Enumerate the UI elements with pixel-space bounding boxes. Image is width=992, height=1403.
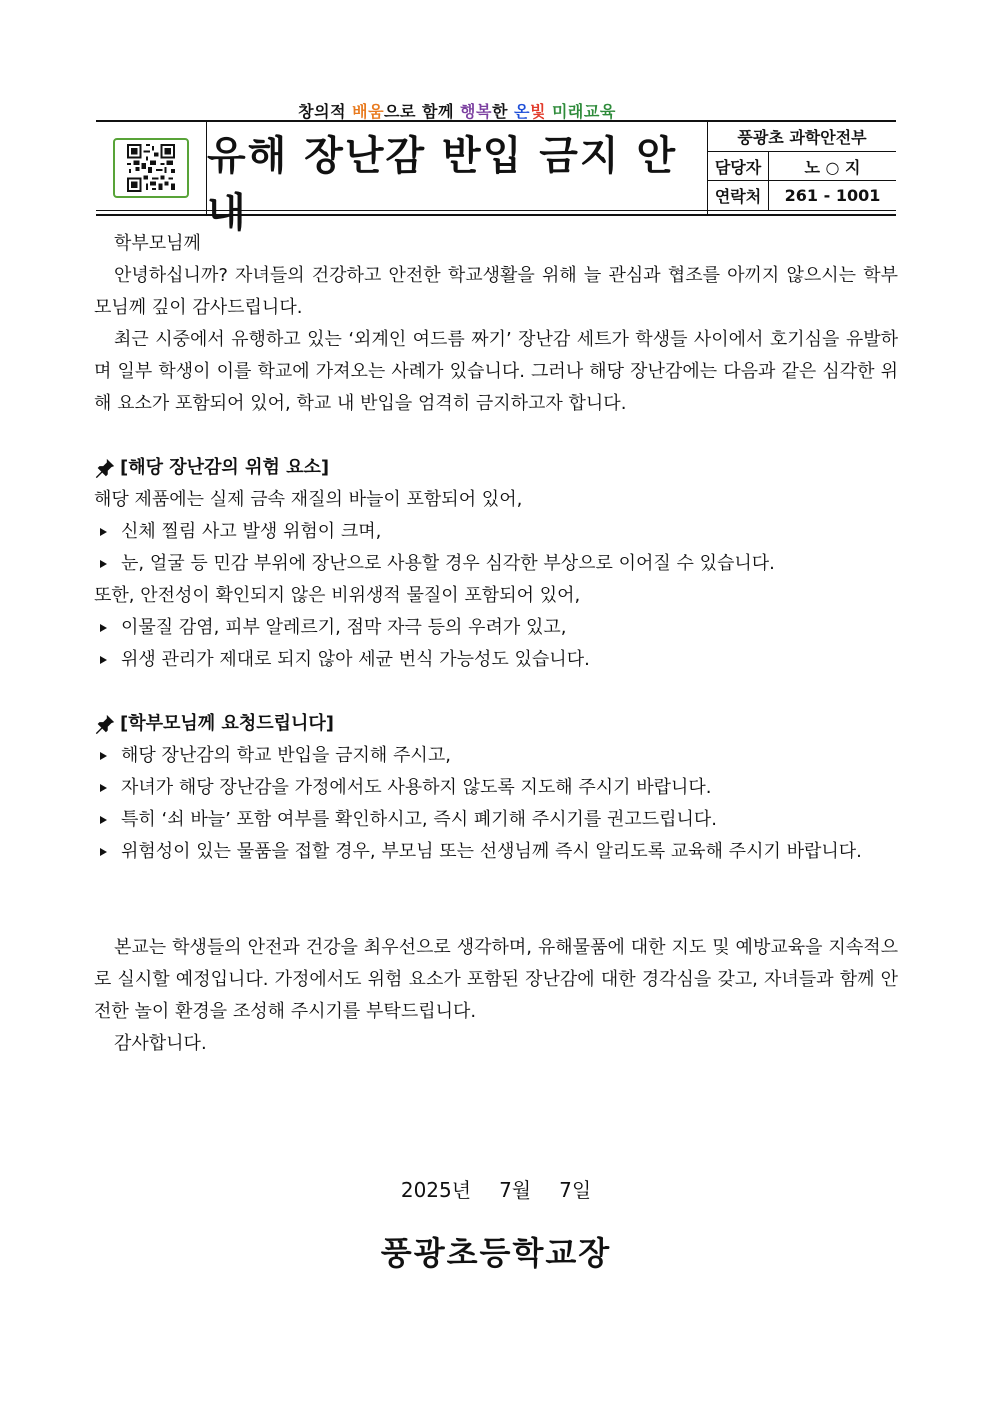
qr-cell	[96, 122, 207, 214]
date-year: 2025년	[400, 1178, 472, 1202]
section-hazards-heading	[94, 452, 898, 484]
qr-code-icon[interactable]	[113, 138, 189, 198]
phone-number: 261 - 1001	[784, 186, 881, 206]
school-slogan	[298, 99, 616, 122]
contact-info-table	[708, 122, 896, 214]
signature: 풍광초등학교장	[380, 1234, 612, 1272]
bullet-triangle-icon	[100, 528, 107, 536]
list-item: 해당 장난감의 학교 반입을 금지해 주시고,	[94, 740, 898, 772]
date-day: 7일	[559, 1178, 592, 1202]
contact-person-label: 담당자	[708, 152, 769, 181]
section-request-heading	[94, 708, 898, 740]
slogan-part: 으로 함께	[384, 101, 461, 121]
list-item: 눈, 얼굴 등 민감 부위에 장난으로 사용할 경우 심각한 부상으로 이어질 수 있습니다.	[94, 548, 898, 580]
bullet-triangle-icon	[100, 816, 107, 824]
bullet-triangle-icon	[100, 848, 107, 856]
slogan-part: 배움	[352, 101, 385, 121]
contact-person: 노 ○ 지	[804, 157, 861, 177]
info-row-department	[708, 122, 896, 152]
greeting: 학부모님께	[114, 233, 201, 254]
bullet-triangle-icon	[100, 656, 107, 664]
list-item: 위험성이 있는 물품을 접할 경우, 부모님 또는 선생님께 즉시 알리도록 교육해 주시기 바랍니다.	[94, 836, 898, 868]
list-item: 특히 ‘쇠 바늘’ 포함 여부를 확인하시고, 즉시 폐기해 주시기를 권고드립니다.	[94, 804, 898, 836]
paragraph-closing: 본교는 학생들의 안전과 건강을 최우선으로 생각하며, 유해물품에 대한 지도 및 예방교육을 지속적으로 실시할 예정입니다. 가정에서도 위험 요소가 포함된 장난감에 대한 경각심을 갖고, 자녀들과 함께 안전한 놀이 환경을 조성해 주시기를 부탁드립니다.	[94, 937, 898, 1022]
letter-body	[94, 228, 898, 1060]
pushpin-icon	[94, 713, 116, 735]
list-item: 신체 찔림 사고 발생 위험이 크며,	[94, 516, 898, 548]
hazards-intro-needle: 해당 제품에는 실제 금속 재질의 바늘이 포함되어 있어,	[94, 489, 523, 510]
section-hazards-title: [해당 장난감의 위험 요소]	[120, 457, 330, 478]
thanks: 감사합니다.	[114, 1033, 207, 1054]
page-title: 유해 장난감 반입 금지 안내	[207, 132, 678, 236]
paragraph-context: 최근 시중에서 유행하고 있는 ‘외계인 여드름 짜기’ 장난감 세트가 학생들 사이에서 호기심을 유발하며 일부 학생이 이를 학교에 가져오는 사례가 있습니다. 그러나 해당 장난감에는 다음과 같은 심각한 위해 요소가 포함되어 있어, 학교 내 반입을 엄격히 금지하고자 합니다.	[94, 329, 898, 414]
paragraph-intro: 안녕하십니까? 자녀들의 건강하고 안전한 학교생활을 위해 늘 관심과 협조를 아끼지 않으시는 학부모님께 깊이 감사드립니다.	[94, 265, 898, 318]
info-row-person	[708, 152, 896, 182]
date-month: 7월	[499, 1178, 532, 1202]
hazards-intro-hygiene: 또한, 안전성이 확인되지 않은 비위생적 물질이 포함되어 있어,	[94, 585, 581, 606]
list-item: 이물질 감염, 피부 알레르기, 점막 자극 등의 우려가 있고,	[94, 612, 898, 644]
letter-date	[0, 1174, 992, 1203]
title-cell	[207, 101, 708, 236]
slogan-part: 빛	[529, 101, 546, 121]
list-item: 위생 관리가 제대로 되지 않아 세균 번식 가능성도 있습니다.	[94, 644, 898, 676]
bullet-triangle-icon	[100, 752, 107, 760]
list-item: 자녀가 해당 장난감을 가정에서도 사용하지 않도록 지도해 주시기 바랍니다.	[94, 772, 898, 804]
section-request-title: [학부모님께 요청드립니다]	[120, 713, 334, 734]
letter-header	[96, 101, 896, 236]
bullet-triangle-icon	[100, 624, 107, 632]
phone-label: 연락처	[708, 181, 769, 210]
pushpin-icon	[94, 457, 116, 479]
bullet-triangle-icon	[100, 560, 107, 568]
bullet-triangle-icon	[100, 784, 107, 792]
slogan-part: 행복	[460, 101, 492, 121]
slogan-part: 한	[491, 101, 514, 121]
slogan-part: 창의적	[298, 101, 353, 121]
slogan-part: 미래교육	[545, 101, 616, 121]
slogan-part: 온	[513, 101, 530, 121]
info-row-phone	[708, 181, 896, 210]
school-department: 풍광초 과학안전부	[737, 127, 867, 147]
